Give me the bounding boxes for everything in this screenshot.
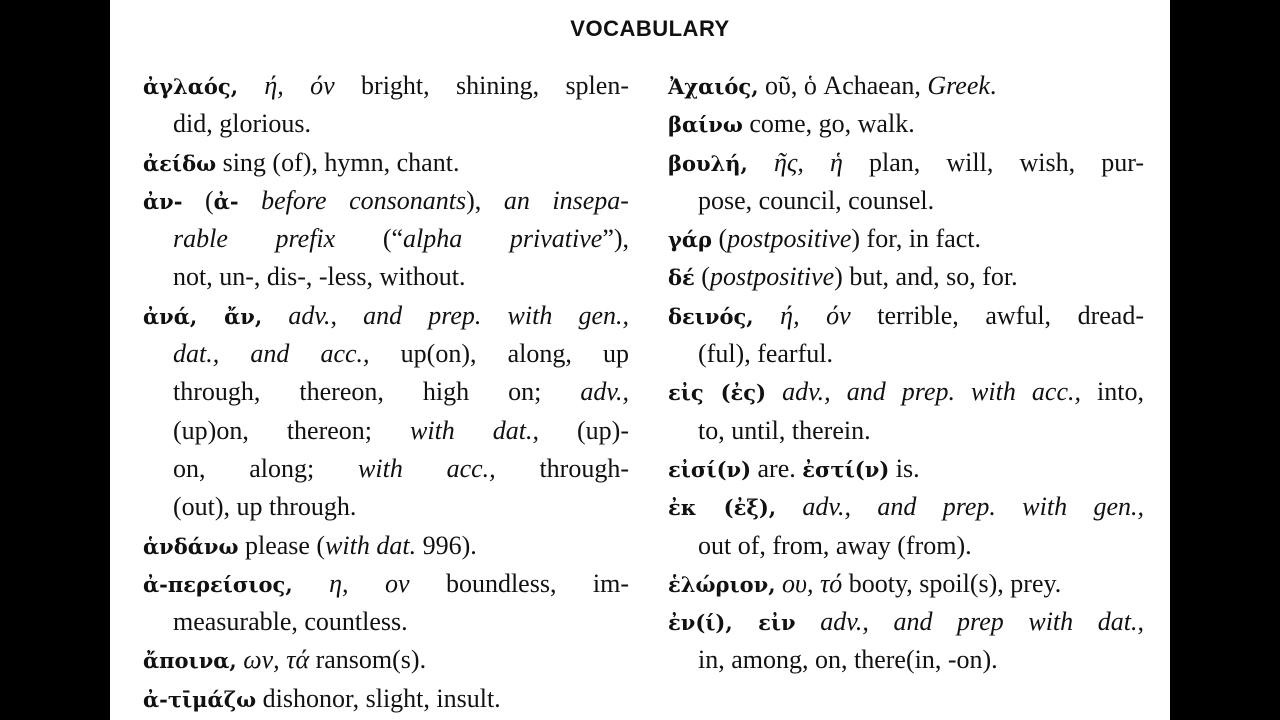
vocabulary-entry bbox=[143, 182, 629, 297]
vocabulary-entry bbox=[143, 565, 629, 642]
entry-line bbox=[143, 373, 629, 411]
definition-text: on, along; bbox=[173, 453, 359, 483]
definition-text: sing (of), hymn, chant. bbox=[216, 147, 460, 177]
definition-text: (out), up through. bbox=[173, 492, 357, 522]
greek-headword: βουλή, bbox=[668, 150, 748, 176]
vocabulary-entry bbox=[668, 67, 1144, 105]
italic-note: Greek bbox=[927, 71, 990, 100]
entry-line bbox=[143, 641, 629, 679]
greek-headword: ἀγλαός, bbox=[143, 74, 239, 99]
definition-text: measurable, countless. bbox=[173, 607, 408, 637]
italic-note: before consonants bbox=[238, 185, 467, 215]
vocabulary-entry bbox=[668, 297, 1144, 374]
definition-text: ( bbox=[712, 224, 728, 254]
greek-headword: εἰσί(ν) bbox=[668, 456, 752, 482]
entry-line bbox=[668, 603, 1144, 641]
entry-line bbox=[143, 67, 629, 105]
italic-note: adv., and prep. with gen., bbox=[262, 300, 629, 330]
entry-line bbox=[143, 603, 629, 641]
definition-text: booty, spoil(s), prey. bbox=[842, 568, 1062, 598]
entry-line bbox=[143, 412, 629, 450]
entry-line bbox=[143, 220, 629, 258]
vocabulary-entry bbox=[143, 297, 629, 527]
vocabulary-entry bbox=[668, 450, 1144, 488]
italic-note: adv., and prep with dat., bbox=[795, 607, 1144, 637]
italic-note: with dat., bbox=[410, 415, 540, 445]
vocabulary-entry bbox=[143, 527, 629, 565]
vocabulary-entry bbox=[143, 680, 629, 718]
definition-text: pose, council, counsel. bbox=[698, 185, 935, 215]
definition-text: 996). bbox=[416, 530, 477, 560]
vocabulary-column-right bbox=[668, 67, 1144, 680]
entry-line bbox=[143, 680, 629, 718]
definition-text: (up)- bbox=[539, 415, 629, 445]
italic-note: ή, όν bbox=[753, 300, 851, 330]
entry-line bbox=[668, 258, 1144, 296]
vocabulary-entry bbox=[668, 488, 1144, 565]
definition-text: up(on), along, up bbox=[369, 339, 629, 369]
definition-text: into, bbox=[1080, 377, 1144, 407]
definition-text: terrible, awful, dread- bbox=[850, 300, 1144, 330]
definition-text: dishonor, slight, insult. bbox=[256, 683, 501, 713]
definition-text: not, un-, dis-, -less, without. bbox=[173, 262, 466, 292]
definition-text: ( bbox=[182, 185, 214, 215]
entry-line bbox=[668, 105, 1144, 143]
entry-line bbox=[668, 373, 1144, 411]
definition-text: in, among, on, there(in, -on). bbox=[698, 645, 998, 675]
vocabulary-column-left bbox=[143, 67, 629, 718]
definition-text: (up)on, thereon; bbox=[173, 415, 410, 445]
italic-note: adv., bbox=[580, 377, 629, 407]
vocabulary-entry bbox=[668, 373, 1144, 450]
greek-headword: ἀείδω bbox=[143, 150, 217, 176]
italic-note: dat., and acc., bbox=[173, 339, 370, 369]
definition-text: come, go, walk. bbox=[742, 109, 915, 139]
italic-note: an insepa- bbox=[503, 185, 629, 215]
vocabulary-entry bbox=[668, 220, 1144, 258]
definition-text: ) but, and, so, for. bbox=[834, 262, 1018, 292]
definition-text: plan, will, wish, pur- bbox=[842, 147, 1144, 177]
entry-line bbox=[143, 450, 629, 488]
greek-headword: γάρ bbox=[668, 227, 712, 253]
entry-line bbox=[143, 105, 629, 143]
definition-text: to, until, therein. bbox=[698, 415, 871, 445]
greek-headword: ἐν(ί), εἰν bbox=[668, 610, 796, 636]
definition-text: ( bbox=[694, 262, 710, 292]
greek-headword: ἀνά, ἄν, bbox=[143, 303, 263, 329]
definition-text: οῦ, ὁ Achaean, bbox=[758, 71, 928, 100]
entry-line bbox=[668, 565, 1144, 603]
greek-headword: ἄποινα, bbox=[143, 648, 237, 674]
entry-line bbox=[668, 412, 1144, 450]
entry-line bbox=[668, 182, 1144, 220]
entry-line bbox=[668, 67, 1144, 105]
definition-text: out of, from, away (from). bbox=[698, 530, 972, 560]
definition-text: please ( bbox=[238, 530, 326, 560]
book-page bbox=[110, 0, 1170, 720]
italic-note: adv., and prep. with acc., bbox=[766, 377, 1081, 407]
italic-note: postpositive bbox=[709, 262, 835, 292]
italic-note: adv., and prep. with gen., bbox=[776, 492, 1144, 522]
vocabulary-entry bbox=[668, 144, 1144, 221]
vocabulary-entry bbox=[143, 67, 629, 144]
definition-text: are. bbox=[751, 453, 803, 483]
italic-note: ων, τά bbox=[236, 645, 310, 675]
greek-headword: ἑλώριον, bbox=[668, 571, 776, 597]
entry-line bbox=[143, 297, 629, 335]
definition-text: is. bbox=[889, 453, 920, 483]
entry-line bbox=[143, 144, 629, 182]
entry-line bbox=[143, 488, 629, 526]
definition-text: (“ bbox=[335, 224, 404, 254]
vocabulary-entry bbox=[143, 144, 629, 182]
definition-text: ransom(s). bbox=[309, 645, 427, 675]
entry-line bbox=[668, 297, 1144, 335]
italic-note: ῆς, ἡ bbox=[747, 147, 843, 177]
greek-headword: ἁνδάνω bbox=[143, 533, 239, 559]
vocabulary-entry bbox=[668, 105, 1144, 143]
definition-text: ) for, in fact. bbox=[851, 224, 982, 254]
italic-note: rable prefix bbox=[173, 224, 336, 254]
greek-headword: δέ bbox=[668, 265, 695, 291]
italic-note: postpositive bbox=[727, 224, 852, 254]
entry-line bbox=[668, 144, 1144, 182]
definition-text: (ful), fearful. bbox=[698, 339, 833, 369]
entry-line bbox=[143, 182, 629, 220]
greek-headword: ἀ-περείσιος, bbox=[143, 571, 293, 597]
entry-line bbox=[668, 527, 1144, 565]
greek-headword: ἀ- bbox=[213, 188, 239, 214]
greek-headword: ἐστί(ν) bbox=[802, 456, 890, 482]
italic-note: ου, τό bbox=[775, 568, 843, 598]
entry-line bbox=[668, 335, 1144, 373]
entry-line bbox=[143, 527, 629, 565]
entry-line bbox=[668, 488, 1144, 526]
definition-text: through- bbox=[495, 453, 629, 483]
greek-headword: ἐκ (ἐξ), bbox=[668, 495, 777, 521]
entry-line bbox=[668, 641, 1144, 679]
definition-text: through, thereon, high on; bbox=[173, 377, 581, 407]
greek-headword: ἀν- bbox=[143, 188, 183, 214]
italic-note: η, ον bbox=[292, 568, 410, 598]
italic-note: with acc., bbox=[358, 453, 496, 483]
definition-text: bright, shining, splen- bbox=[361, 71, 629, 100]
greek-headword: δεινός, bbox=[668, 303, 754, 329]
entry-line bbox=[143, 335, 629, 373]
greek-headword: βαίνω bbox=[668, 112, 743, 138]
greek-headword: εἰς (ἐς) bbox=[668, 380, 767, 406]
vocabulary-entry bbox=[143, 641, 629, 679]
definition-text: ”), bbox=[602, 224, 630, 254]
definition-text: ), bbox=[466, 185, 504, 215]
italic-note: ή, όν bbox=[238, 71, 362, 100]
entry-line bbox=[668, 220, 1144, 258]
italic-note: alpha privative bbox=[403, 224, 603, 254]
definition-text: . bbox=[989, 71, 997, 100]
greek-headword: ἀ-τῑμάζω bbox=[143, 686, 257, 712]
definition-text: did, glorious. bbox=[173, 109, 311, 139]
vocabulary-entry bbox=[668, 258, 1144, 296]
definition-text: boundless, im- bbox=[409, 568, 629, 598]
entry-line bbox=[143, 258, 629, 296]
vocabulary-entry bbox=[668, 565, 1144, 603]
greek-headword: Ἀχαιός, bbox=[668, 74, 759, 99]
page-title: VOCABULARY bbox=[570, 16, 730, 41]
vocabulary-entry bbox=[668, 603, 1144, 680]
italic-note: with dat. bbox=[325, 530, 417, 560]
entry-line bbox=[668, 450, 1144, 488]
entry-line bbox=[143, 565, 629, 603]
